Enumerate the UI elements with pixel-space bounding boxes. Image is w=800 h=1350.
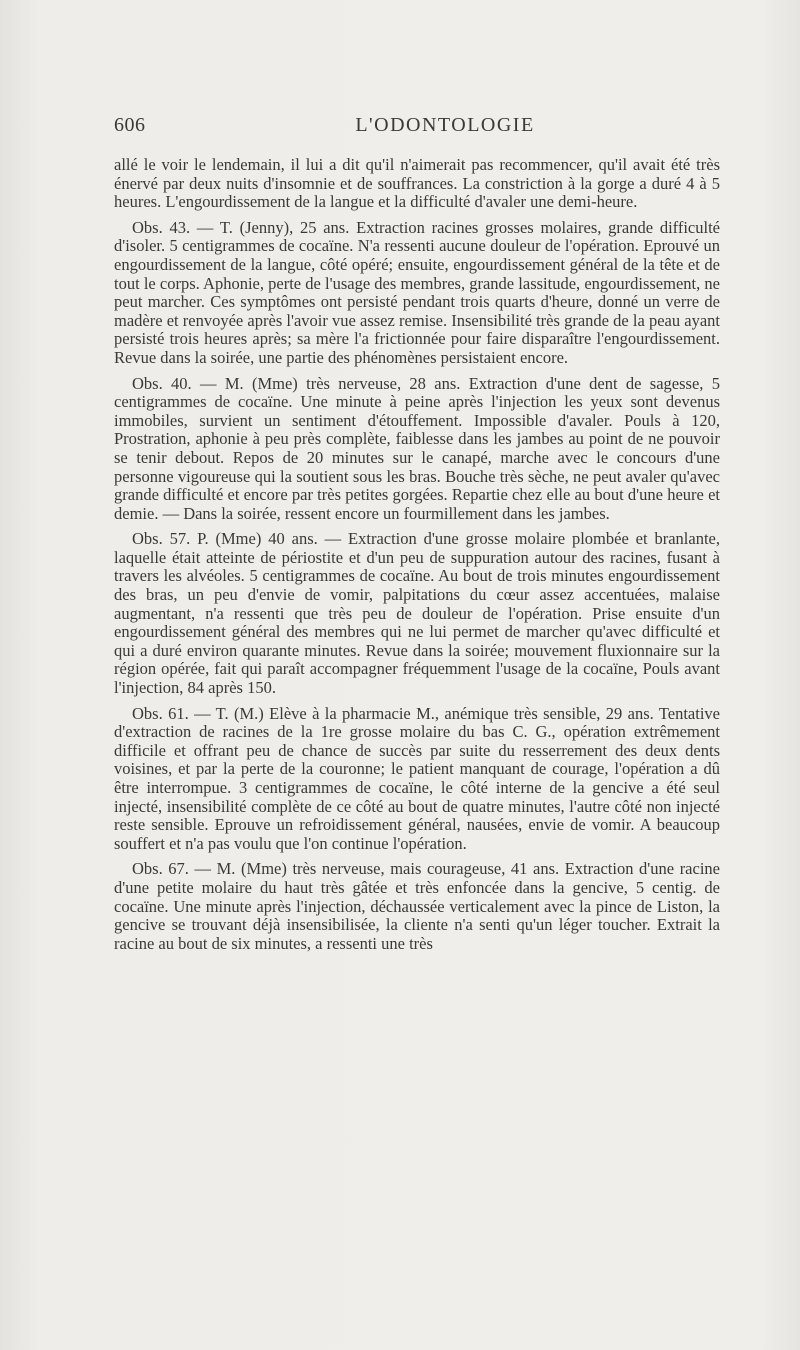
paragraph-obs-67: Obs. 67. — M. (Mme) très nerveuse, mais courageuse, 41 ans. Extraction d'une racine d'une petite molaire du haut très gâtée et très enfoncée dans la gencive, 5 centig. de cocaïne. Une minute après l'injection, déchaussée verticalement avec la pince de Liston, la gencive se trouvant déjà insensibilisée, la cliente n'a senti qu'un léger toucher. Extrait la racine au bout de six minutes, a ressenti une très bbox=[114, 859, 720, 953]
running-title: L'ODONTOLOGIE bbox=[355, 114, 535, 136]
page-header bbox=[114, 114, 720, 144]
paragraph-obs-57: Obs. 57. P. (Mme) 40 ans. — Extraction d'une grosse molaire plombée et branlante, laquelle était atteinte de périostite et d'un peu de suppuration autour des racines, fusant à travers les alvéoles. 5 centigrammes de cocaïne. Au bout de trois minutes engourdissement des bras, un peu d'envie de vomir, palpitations du cœur assez accentuées, malaise augmentant, n'a ressenti que très peu de douleur de l'opération. Prise ensuite d'un engourdissement général des membres qui ne lui permet de marcher qu'avec difficulté et qui a duré environ quarante minutes. Revue dans la soirée; mouvement fluxionnaire sur la région opérée, fait qui paraît accompagner fréquemment l'usage de la cocaïne, Pouls avant l'injection, 84 après 150. bbox=[114, 529, 720, 698]
text-body bbox=[114, 156, 720, 953]
paragraph-continuation: allé le voir le lendemain, il lui a dit qu'il n'aimerait pas recommencer, qu'il avait été très énervé par deux nuits d'insomnie et de souffrances. La constriction à la gorge a duré 4 à 5 heures. L'engourdissement de la langue et la difficulté d'avaler une demi-heure. bbox=[114, 155, 720, 212]
paragraph-obs-61: Obs. 61. — T. (M.) Elève à la pharmacie M., anémique très sensible, 29 ans. Tentative d'extraction de racines de la 1re grosse molaire du bas C. G., opération extrêmement difficile et offrant peu de chance de succès par suite du resserrement des deux dents voisines, et par la perte de la couronne; le patient manquant de courage, l'opération a dû être interrompue. 3 centigrammes de cocaïne, le côté interne de la gencive a été seul injecté, insensibilité complète de ce côté au bout de quatre minutes, l'autre côté non injecté reste sensible. Eprouve un refroidissement général, nausées, envie de vomir. A beaucoup souffert et n'a pas voulu que l'on continue l'opération. bbox=[114, 703, 720, 853]
page-number: 606 bbox=[114, 114, 146, 136]
paragraph-obs-43: Obs. 43. — T. (Jenny), 25 ans. Extraction racines grosses molaires, grande difficulté d'isoler. 5 centigrammes de cocaïne. N'a ressenti aucune douleur de l'opération. Eprouvé un engourdissement de la langue, côté opéré; ensuite, engourdissement général de la tête et de tout le corps. Aphonie, perte de l'usage des membres, grande lassitude, engourdissement, ne peut marcher. Ces symptômes ont persisté pendant trois quarts d'heure, donné un verre de madère et renvoyée après l'avoir vue assez remise. Insensibilité très grande de la peau ayant persisté trois heures après; sa mère l'a frictionnée pour faire disparaître l'engourdissement. Revue dans la soirée, une partie des phénomènes persistaient encore. bbox=[114, 217, 720, 367]
paragraph-obs-40: Obs. 40. — M. (Mme) très nerveuse, 28 ans. Extraction d'une dent de sagesse, 5 centigrammes de cocaïne. Une minute à peine après l'injection les yeux sont devenus immobiles, survient un sentiment d'étouffement. Impossible d'avaler. Pouls à 120, Prostration, aphonie à peu près complète, faiblesse dans les jambes au point de ne pouvoir se tenir debout. Repos de 20 minutes sur le canapé, marche avec le concours d'une personne vigoureuse qui la soutient sous les bras. Bouche très sèche, ne peut avaler qu'avec grande difficulté et encore par très petites gorgées. Repartie chez elle au bout d'une heure et demie. — Dans la soirée, ressent encore un fourmillement dans les jambes. bbox=[114, 373, 720, 523]
